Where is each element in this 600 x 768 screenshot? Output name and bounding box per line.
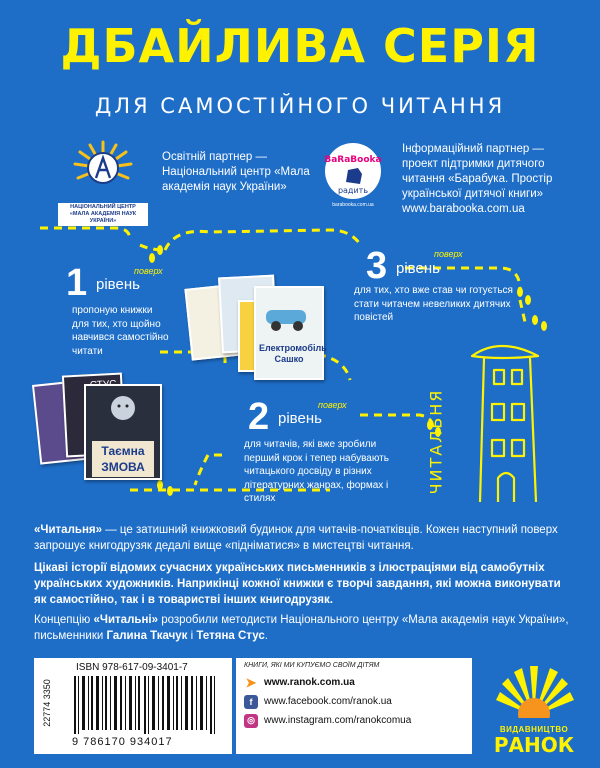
authors-end: . (264, 630, 268, 642)
level3-description: для тих, хто вже став чи готується стати читачем невеликих дитячих повістей (354, 285, 513, 323)
level2-description: для читачів, які вже зробили перший крок і тепер набувають читацького досвіду в різних літературних жанрах, формах і стилях (244, 439, 389, 504)
paragraph-intro (34, 522, 574, 554)
level2-word: рівень (278, 410, 322, 427)
barcode-block (34, 658, 232, 754)
publisher-slogan: КНИГИ, ЯКІ МИ КУПУЄМО СВОЇМ ДІТЯМ (244, 662, 380, 669)
level1-number: 1 (66, 262, 88, 304)
barcode-bars-icon (74, 676, 224, 734)
contact-instagram-row[interactable] (244, 711, 464, 730)
paragraph-description: Цікаві історії відомих сучасних українських письменників з ілюстраціями від самобутніх українських художників. Наприкінці кожної книжки є творчі завдання, які можна виконувати як самостійно, так і в товаристві інших книгодрузяк. (34, 562, 561, 606)
instagram-icon: ◎ (244, 714, 258, 728)
contact-facebook[interactable]: www.facebook.com/ranok.ua (264, 696, 392, 707)
authors-series: «Читальні» (93, 614, 158, 626)
book-title-secret: Таємна ЗМОВА (92, 441, 154, 477)
level3-number: 3 (366, 245, 388, 287)
level1-description: пропоную книжки для тих, хто щойно навчився самостійно читати (72, 305, 169, 357)
barcode-isbn: ISBN 978-617-09-3401-7 (76, 662, 188, 673)
intro-rest: — це затишний книжковий будинок для читачів-початківців. Кожен наступний поверх запрошує книгодрузяк дедалі вище «підніматися» в мистецтві читання. (34, 524, 558, 552)
barabooka-logo-name: BaRaBooka (324, 155, 382, 165)
authors-pre: Концепцію (34, 614, 94, 626)
partner2-text: Інформаційний партнер — проект підтримки дитячого читання «Барабука. Простір української дитячої книги» www.barabooka.com.ua (402, 143, 553, 215)
face-illustration-icon (86, 386, 160, 432)
intro-bold: «Читальня» (34, 524, 103, 536)
level1-word: рівень (96, 276, 140, 293)
book-title-electromobile: Електромобіль Сашко (259, 343, 327, 364)
contact-web-row[interactable] (244, 673, 464, 692)
man-logo-caption: НАЦІОНАЛЬНИЙ ЦЕНТР «МАЛА АКАДЕМІЯ НАУК УКРАЇНИ» (58, 203, 148, 226)
barabooka-url: barabooka.com.ua (332, 202, 374, 208)
publisher-logo (486, 656, 582, 756)
page-title: ДБАЙЛИВА СЕРІЯ (60, 19, 540, 73)
publisher-label-small: ВИДАВНИЦТВО (499, 725, 569, 734)
partner1-text: Освітній партнер — Національний центр «Мала академія наук України» (162, 151, 310, 193)
level2-floor: поверх (318, 400, 347, 410)
page-subtitle: ДЛЯ САМОСТІЙНОГО ЧИТАННЯ (94, 94, 506, 118)
sun-logo-icon (486, 656, 582, 718)
book-cover-electromobile (254, 286, 327, 380)
level2-number: 2 (248, 396, 270, 438)
barcode-number: 9 786170 934017 (72, 736, 173, 748)
tower-label: ЧИТАЛЬНЯ (426, 388, 446, 495)
authors-and: і (187, 630, 197, 642)
level3-floor: поверх (434, 249, 463, 259)
contact-facebook-row[interactable] (244, 692, 464, 711)
tower-illustration-icon (440, 330, 570, 506)
barabooka-logo-tagline: радить (337, 186, 369, 195)
book-cover-secret (84, 384, 162, 480)
author-stus: Тетяна Стус (196, 630, 265, 642)
contact-instagram[interactable]: www.instagram.com/ranokcomua (264, 715, 412, 726)
authors-mid: розробили методисти Національного центру «Мала академія наук України», письменники (34, 614, 569, 642)
contacts-block (236, 658, 472, 754)
publisher-label-big: РАНОК (493, 733, 575, 757)
car-illustration-icon (256, 288, 322, 338)
globe-icon: ➤ (245, 674, 257, 690)
contact-web[interactable]: www.ranok.com.ua (264, 677, 355, 688)
author-tkachuk: Галина Ткачук (106, 630, 188, 642)
paragraph-authors (34, 612, 574, 644)
level3-word: рівень (396, 260, 440, 277)
facebook-icon: f (244, 695, 258, 709)
barcode-side-code: 22774 3350 (42, 679, 52, 727)
level1-floor: поверх (134, 266, 163, 276)
